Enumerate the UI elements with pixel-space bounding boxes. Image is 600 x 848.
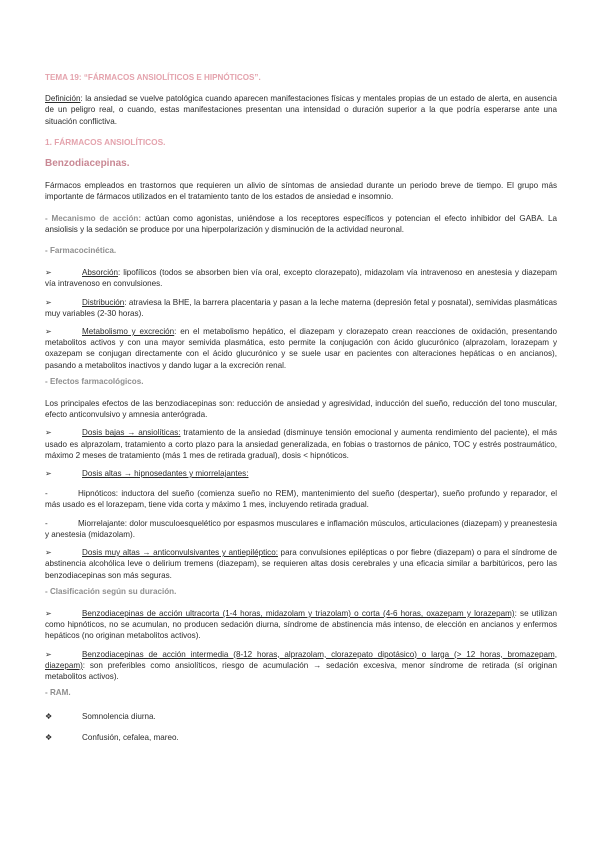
arrow-icon: ➢ <box>45 548 52 558</box>
list-item <box>45 326 557 371</box>
item-text: Somnolencia diurna. <box>82 712 156 722</box>
list-item <box>45 732 557 743</box>
item-text: Confusión, cefalea, mareo. <box>82 732 179 742</box>
item-text: : en el metabolismo hepático, el diazepam y clorazepato crean reacciones de oxidación, presentando metabolitos activos y con una mayor semivida plasmática, esto permite la conjugación con ácido glucurónico (alprazolam, lorazepam y oxazepam se conjugan directamente con el ácido glucurónico y se suele usar en pacientes con alteraciones hepáticas o en ancianos), pasando a metabolitos inactivos y dando lugar a la excreción renal. <box>45 327 557 370</box>
diamond-bullet-icon: ❖ <box>45 732 53 742</box>
list-item <box>45 468 557 479</box>
effects-heading: - Efectos farmacológicos. <box>45 376 144 386</box>
page-title: TEMA 19: “FÁRMACOS ANSIOLÍTICOS E HIPNÓTICOS”. <box>45 73 261 82</box>
diamond-bullet-icon: ❖ <box>45 712 53 722</box>
dash-marker: - <box>45 489 48 499</box>
list-item <box>45 547 557 581</box>
item-label: Dosis bajas → ansiolíticas: <box>82 428 181 438</box>
definition-label: Definición <box>45 94 81 104</box>
sub-item <box>45 488 557 510</box>
dash-marker: - <box>45 518 48 528</box>
item-label: Benzodiacepinas de acción intermedia (8-12 horas, alprazolam, clorazepato dipotásico) o larga (> 12 horas, bromazepam, diazepam) <box>45 649 557 670</box>
arrow-icon: ➢ <box>45 297 52 307</box>
list-item <box>45 427 557 461</box>
item-label: Benzodiacepinas de acción ultracorta (1-4 horas, midazolam y triazolam) o corta (4-6 horas, oxazepam y lorazepam) <box>82 608 515 618</box>
item-label: Distribución <box>82 297 125 307</box>
classification-heading: - Clasificación según su duración. <box>45 586 177 596</box>
item-text: : se utilizan como hipnóticos, no se acumulan, no producen sedación diurna, síndrome de abstinencia más intenso, de elección en ancianos y enfermos hepáticos (no originan metabolitos activos). <box>45 608 557 641</box>
section-heading: 1. FÁRMACOS ANSIOLÍTICOS. <box>45 136 166 147</box>
item-label: Metabolismo y excreción <box>82 327 175 337</box>
effects-intro: Los principales efectos de las benzodiacepinas son: reducción de ansiedad y agresividad, inducción del sueño, reducción del tono muscular, efecto anticonvulsivo y amnesia anterógrada. <box>45 399 557 420</box>
definition-text: : la ansiedad se vuelve patológica cuando aparecen manifestaciones físicas y mentales propias de un estado de alerta, en ausencia de un peligro real, o cuando, estas manifestaciones presentan una intensidad o duración superior a la que podría esperarse ante una situación conflictiva. <box>45 94 557 126</box>
item-text: : lipofílicos (todos se absorben bien vía oral, excepto clorazepato), midazolam vía intravenoso en anestesia y diazepam vía intravenoso en convulsiones. <box>45 268 557 289</box>
mechanism-text: actúan como agonistas, uniéndose a los receptores específicos y potencian el efecto inhibidor del GABA. La ansiolisis y la sedación se produce por una hiperpolarización y disminución de la actividad neuronal. <box>45 213 557 234</box>
definition-paragraph <box>45 93 557 127</box>
item-label: Absorción <box>82 268 118 278</box>
item-label: Dosis muy altas → anticonvulsivantes y antiepiléptico: <box>82 548 278 558</box>
item-label: Dosis altas → hipnosedantes y miorrelajantes: <box>82 469 249 479</box>
list-item <box>45 267 557 289</box>
list-item <box>45 649 557 683</box>
pharmacokinetics-heading: - Farmacocinética. <box>45 246 117 256</box>
arrow-icon: ➢ <box>45 268 52 278</box>
sub-item <box>45 518 557 540</box>
mechanism-label: - Mecanismo de acción: <box>45 213 142 223</box>
list-item <box>45 711 557 722</box>
list-item <box>45 608 557 642</box>
arrow-icon: ➢ <box>45 608 52 618</box>
item-text: : atraviesa la BHE, la barrera placentaria y pasan a la leche materna (depresión fetal y posnatal), semividas plasmáticas muy variables (2-30 horas). <box>45 297 557 318</box>
item-text: tratamiento de la ansiedad (disminuye tensión emocional y aumenta rendimiento del paciente), el más usado es alprazolam, tratamiento a corto plazo para la ansiedad generalizada, en fobias o trastornos de pánico, TOC y estrés postraumático, máximo 2 meses de tratamiento (más 1 mes de retirada gradual), dosis < hipnóticos. <box>45 428 557 460</box>
subsection-heading: Benzodiacepinas. <box>45 158 130 170</box>
arrow-icon: ➢ <box>45 649 52 659</box>
sub-item-text: Miorrelajante: dolor musculoesquelético por espasmos musculares e inflamación músculos, articulaciones (diazepam) y preanestesia y anestesia (midazolam). <box>45 518 557 539</box>
list-item <box>45 297 557 319</box>
ram-heading: - RAM. <box>45 688 71 698</box>
item-text: para convulsiones epilépticas o por fiebre (diazepam) o para el síndrome de abstinencia alcohólica leve o delirium tremens (diazepam), se requieren altas dosis cerebrales y una eficacia similar a barbitúricos, pero las benzodiacepinas son más seguras. <box>45 548 557 580</box>
arrow-icon: ➢ <box>45 327 52 337</box>
sub-item-text: Hipnóticos: inductora del sueño (comienza sueño no REM), mantenimiento del sueño (despertar), sueño profundo y reparador, el más usado es el lorazepam, tiene vida corta y máximo 1 mes, incluyendo retirada gradual. <box>45 489 557 510</box>
intro-paragraph: Fármacos empleados en trastornos que requieren un alivio de síntomas de ansiedad durante un periodo breve de tiempo. El grupo más importante de fármacos utilizados en el tratamiento tanto de los estados de ansiedad e insomnio. <box>45 181 557 202</box>
arrow-icon: ➢ <box>45 428 52 438</box>
mechanism-paragraph <box>45 213 557 235</box>
item-text: : son preferibles como ansiolíticos, riesgo de acumulación → sedación excesiva, menor síndrome de retirada (sí originan metabolitos activos). <box>45 660 557 681</box>
arrow-icon: ➢ <box>45 469 52 479</box>
